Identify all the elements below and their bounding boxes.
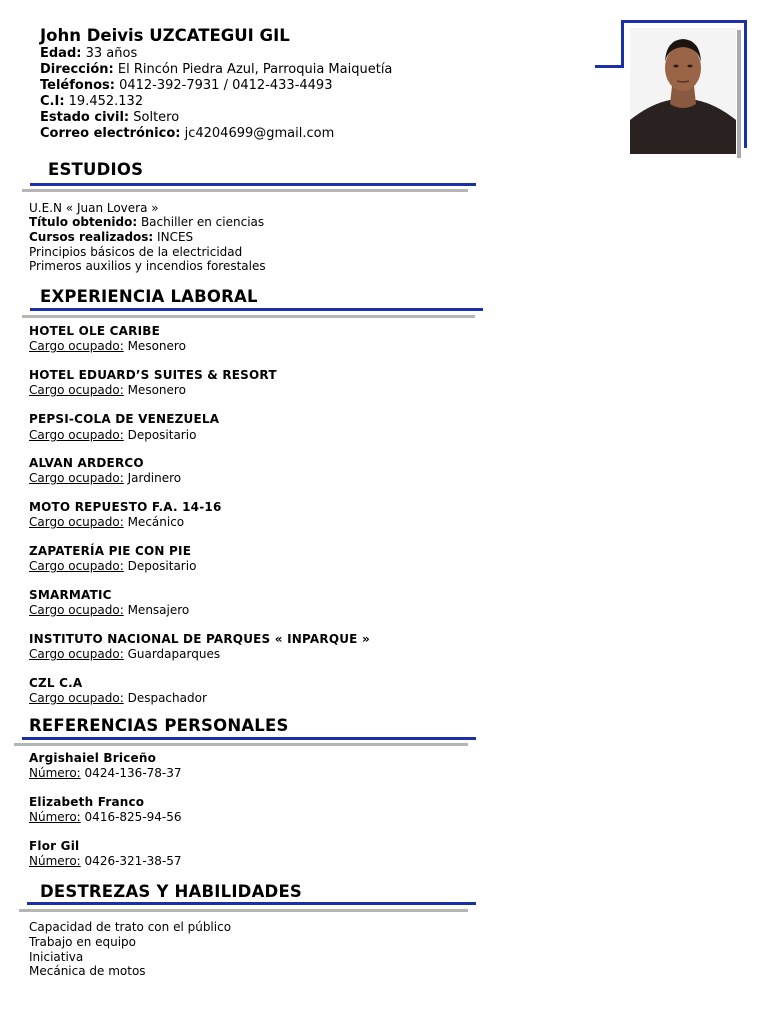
section-rule-blue <box>22 737 476 740</box>
job-company: HOTEL EDUARD’S SUITES & RESORT <box>29 368 277 382</box>
job-role-line <box>29 339 186 354</box>
info-value: 19.452.132 <box>68 94 144 109</box>
number-label: Número: <box>29 810 81 824</box>
job-company: ZAPATERÍA PIE CON PIE <box>29 544 192 558</box>
degree-value: Bachiller en ciencias <box>140 215 265 229</box>
skill-item: Mecánica de motos <box>29 964 146 978</box>
info-phones <box>40 78 332 94</box>
role-label: Cargo ocupado: <box>29 471 124 485</box>
profile-photo <box>630 28 736 154</box>
reference-number: 0426-321-38-57 <box>84 854 182 868</box>
info-value: Soltero <box>133 110 180 125</box>
info-address <box>40 62 392 78</box>
skill-item: Capacidad de trato con el público <box>29 920 232 934</box>
info-label: Correo electrónico: <box>40 126 181 141</box>
section-rule-blue <box>30 183 476 186</box>
role-label: Cargo ocupado: <box>29 559 124 573</box>
section-title-experience: EXPERIENCIA LABORAL <box>40 287 258 306</box>
job-role-line <box>29 603 189 618</box>
reference-number-line <box>29 854 182 869</box>
reference-number-line <box>29 810 182 825</box>
section-rule-blue <box>30 308 483 311</box>
role-label: Cargo ocupado: <box>29 383 124 397</box>
job-role-line <box>29 691 207 706</box>
reference-name: Argishaiel Briceño <box>29 751 157 765</box>
courses-line <box>29 230 193 245</box>
candidate-name: John Deivis UZCATEGUI GIL <box>40 26 290 45</box>
reference-number-line <box>29 766 182 781</box>
job-company: MOTO REPUESTO F.A. 14-16 <box>29 500 222 514</box>
section-title-skills: DESTREZAS Y HABILIDADES <box>40 882 303 901</box>
job-role: Mecánico <box>127 515 185 529</box>
job-role: Depositario <box>127 559 197 573</box>
info-value: jc4204699@gmail.com <box>184 126 335 141</box>
course-item: Principios básicos de la electricidad <box>29 245 243 259</box>
job-role: Guardaparques <box>127 647 221 661</box>
info-id <box>40 94 143 110</box>
info-label: C.I: <box>40 94 65 109</box>
job-company: INSTITUTO NACIONAL DE PARQUES « INPARQUE » <box>29 632 370 646</box>
photo-frame-right <box>744 20 747 148</box>
info-label: Dirección: <box>40 62 114 77</box>
role-label: Cargo ocupado: <box>29 647 124 661</box>
photo-frame-top <box>621 20 746 23</box>
photo-frame-shadow <box>737 30 741 158</box>
reference-number: 0424-136-78-37 <box>84 766 182 780</box>
reference-name: Elizabeth Franco <box>29 795 145 809</box>
job-role-line <box>29 515 184 530</box>
job-role: Despachador <box>127 691 207 705</box>
role-label: Cargo ocupado: <box>29 691 124 705</box>
job-company: PEPSI-COLA DE VENEZUELA <box>29 412 220 426</box>
info-value: El Rincón Piedra Azul, Parroquia Maiquetía <box>117 62 393 77</box>
school-name: U.E.N « Juan Lovera » <box>29 201 159 215</box>
number-label: Número: <box>29 766 81 780</box>
job-role: Jardinero <box>127 471 182 485</box>
number-label: Número: <box>29 854 81 868</box>
reference-number: 0416-825-94-56 <box>84 810 182 824</box>
skill-item: Trabajo en equipo <box>29 935 137 949</box>
job-role-line <box>29 647 220 662</box>
info-civil-status <box>40 110 179 126</box>
info-label: Teléfonos: <box>40 78 115 93</box>
section-rule-gray <box>22 189 468 192</box>
job-company: SMARMATIC <box>29 588 112 602</box>
job-role: Depositario <box>127 428 197 442</box>
job-role-line <box>29 559 196 574</box>
skill-item: Iniciativa <box>29 950 84 964</box>
degree-line <box>29 215 264 230</box>
job-role: Mesonero <box>127 339 186 353</box>
role-label: Cargo ocupado: <box>29 603 124 617</box>
courses-value: INCES <box>157 230 194 244</box>
photo-frame-left <box>621 20 624 68</box>
role-label: Cargo ocupado: <box>29 428 124 442</box>
info-value: 33 años <box>85 46 138 61</box>
job-role: Mensajero <box>127 603 190 617</box>
job-role: Mesonero <box>127 383 186 397</box>
job-role-line <box>29 471 181 486</box>
section-rule-gray <box>19 909 468 912</box>
section-title-references: REFERENCIAS PERSONALES <box>29 716 289 735</box>
job-company: ALVAN ARDERCO <box>29 456 144 470</box>
section-rule-blue <box>27 902 476 905</box>
section-title-studies: ESTUDIOS <box>48 160 144 179</box>
job-company: HOTEL OLE CARIBE <box>29 324 161 338</box>
job-company: CZL C.A <box>29 676 83 690</box>
section-rule-gray <box>14 743 468 746</box>
info-label: Estado civil: <box>40 110 130 125</box>
courses-label: Cursos realizados: <box>29 230 154 244</box>
section-rule-gray <box>22 315 475 318</box>
photo-frame-tab <box>595 65 624 68</box>
info-age <box>40 46 137 62</box>
job-role-line <box>29 428 196 443</box>
info-label: Edad: <box>40 46 82 61</box>
info-email <box>40 126 334 142</box>
course-item: Primeros auxilios y incendios forestales <box>29 259 266 273</box>
role-label: Cargo ocupado: <box>29 515 124 529</box>
info-value: 0412-392-7931 / 0412-433-4493 <box>119 78 333 93</box>
reference-name: Flor Gil <box>29 839 80 853</box>
degree-label: Título obtenido: <box>29 215 138 229</box>
job-role-line <box>29 383 186 398</box>
role-label: Cargo ocupado: <box>29 339 124 353</box>
